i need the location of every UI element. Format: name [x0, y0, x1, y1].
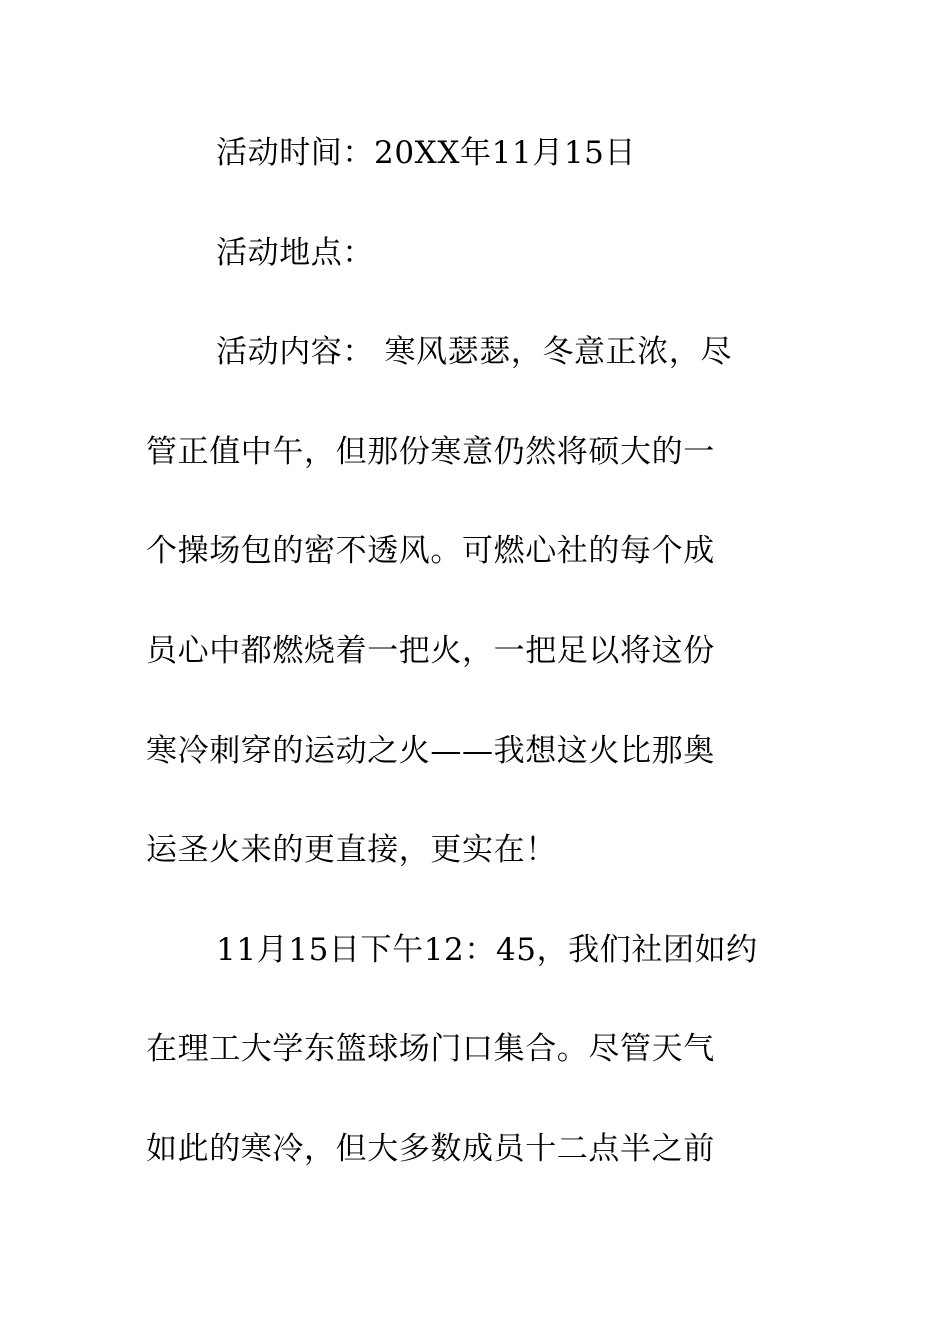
- paragraph-line: 员心中都燃烧着一把火，一把足以将这份: [146, 633, 715, 669]
- paragraph-line: 运圣火来的更直接，更实在！: [146, 832, 557, 868]
- paragraph-line: 管正值中午，但那份寒意仍然将硕大的一: [146, 434, 715, 470]
- paragraph-line: 11月15日下午12：45，我们社团如约: [216, 932, 758, 968]
- activity-location-line: 活动地点：: [216, 235, 374, 271]
- activity-time-line: 活动时间：20XX年11月15日: [216, 135, 637, 171]
- activity-content-line: 活动内容： 寒风瑟瑟，冬意正浓，尽: [216, 334, 733, 370]
- paragraph-line: 如此的寒冷，但大多数成员十二点半之前: [146, 1131, 715, 1167]
- paragraph-line: 个操场包的密不透风。可燃心社的每个成: [146, 533, 715, 569]
- paragraph-line: 寒冷刺穿的运动之火——我想这火比那奥: [146, 733, 715, 769]
- paragraph-line: 在理工大学东篮球场门口集合。尽管天气: [146, 1031, 715, 1067]
